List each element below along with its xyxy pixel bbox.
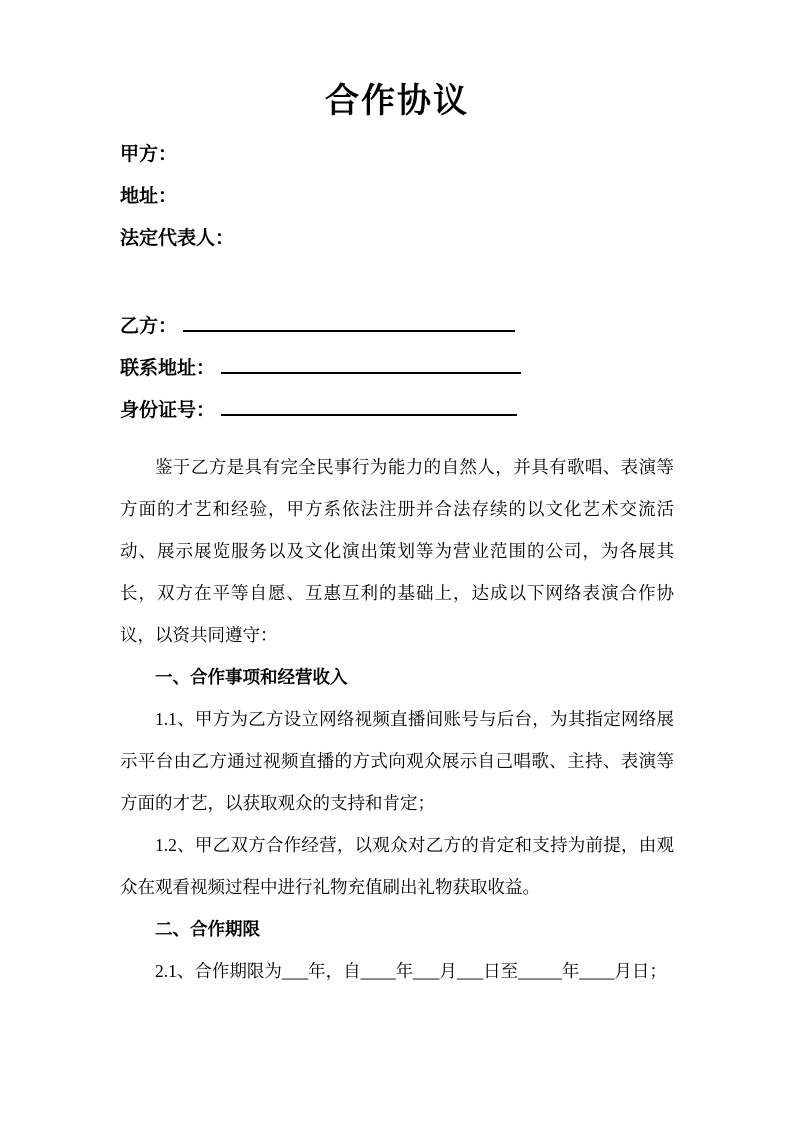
party-b-contact-label: 联系地址：: [120, 358, 216, 379]
section-2-heading: 二、合作期限: [155, 919, 260, 939]
document-title: 合作协议: [325, 83, 469, 120]
party-a-name-line: [120, 134, 674, 176]
party-b-id-blank: [221, 394, 517, 416]
party-b-id-line: [120, 390, 674, 432]
section-1-item-1-2: 1.2、甲乙双方合作经营，以观众对乙方的肯定和支持为前提，由观众在观看视频过程中进行礼物充值刷出礼物获取收益。: [120, 835, 674, 897]
preamble-paragraph: 鉴于乙方是具有完全民事行为能力的自然人，并具有歌唱、表演等方面的才艺和经验，甲方系依法注册并合法存续的以文化艺术交流活动、展示展览服务以及文化演出策划等为营业范围的公司，为各展其长，双方在平等自愿、互惠互利的基础上，达成以下网络表演合作协议，以资共同遵守：: [120, 457, 674, 645]
party-b-id-label: 身份证号：: [120, 400, 216, 421]
party-b-name-label: 乙方：: [120, 316, 178, 337]
party-b-contact-line: [120, 348, 674, 390]
party-b-contact-blank: [221, 352, 521, 374]
party-b-name-blank: [183, 310, 515, 332]
party-a-legal-rep-label: 法定代表人：: [120, 228, 235, 249]
party-b-name-line: [120, 306, 674, 348]
party-a-legal-rep-line: [120, 218, 674, 260]
party-a-name-label: 甲方：: [120, 144, 178, 165]
party-a-address-line: [120, 176, 674, 218]
party-a-address-label: 地址：: [120, 186, 178, 207]
section-1-heading: 一、合作事项和经营收入: [155, 667, 348, 687]
section-2-item-2-1: 2.1、合作期限为___年，自____年___月___日至_____年____月日；: [155, 961, 667, 981]
section-1-item-1-1: 1.1、甲方为乙方设立网络视频直播间账号与后台，为其指定网络展示平台由乙方通过视频直播的方式向观众展示自己唱歌、主持、表演等方面的才艺，以获取观众的支持和肯定；: [120, 709, 674, 813]
